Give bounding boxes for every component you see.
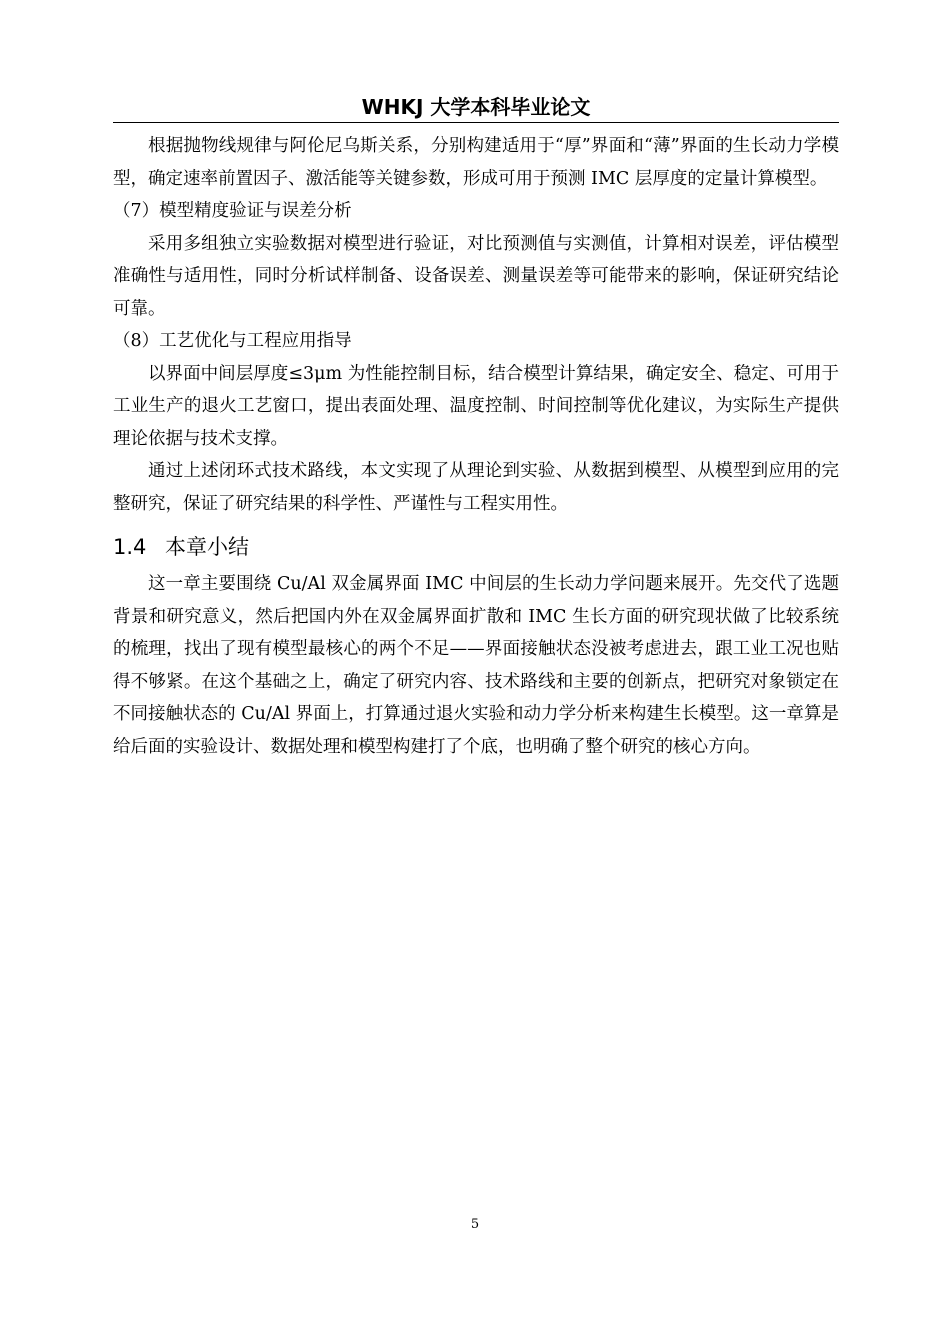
body-paragraph-model-validation: 采用多组独立实验数据对模型进行验证，对比预测值与实测值，计算相对误差，评估模型准确性与适用性，同时分析试样制备、设备误差、测量误差等可能带来的影响，保证研究结论可靠。: [113, 233, 839, 319]
body-paragraph-process-optimization: 以界面中间层厚度≤3μm 为性能控制目标，结合模型计算结果，确定安全、稳定、可用于工业生产的退火工艺窗口，提出表面处理、温度控制、时间控制等优化建议，为实际生产提供理论依据与技术支撑。: [113, 363, 839, 449]
body-paragraph-technical-route: 通过上述闭环式技术路线，本文实现了从理论到实验、从数据到模型、从模型到应用的完整研究，保证了研究结果的科学性、严谨性与工程实用性。: [113, 461, 839, 514]
page-body: [113, 130, 839, 763]
body-paragraph-model-construction: 根据抛物线规律与阿伦尼乌斯关系，分别构建适用于“厚”界面和“薄”界面的生长动力学模型，确定速率前置因子、激活能等关键参数，形成可用于预测 IMC 层厚度的定量计算模型。: [113, 136, 839, 189]
page-header: WHKJ 大学本科毕业论文: [361, 95, 591, 119]
section-number: 1.4: [113, 535, 147, 559]
item-heading-7: （7）模型精度验证与误差分析: [113, 201, 352, 221]
item-heading-8: （8）工艺优化与工程应用指导: [113, 331, 352, 351]
section-heading: [113, 532, 839, 562]
chapter-summary-paragraph: 这一章主要围绕 Cu/Al 双金属界面 IMC 中间层的生长动力学问题来展开。先交代了选题背景和研究意义，然后把国内外在双金属界面扩散和 IMC 生长方面的研究现状做了比较系统的梳理，找出了现有模型最核心的两个不足——界面接触状态没被考虑进去，跟工业工况也贴得不够紧。在这个基础之上，确定了研究内容、技术路线和主要的创新点，把研究对象锁定在不同接触状态的 Cu/Al 界面上，打算通过退火实验和动力学分析来构建生长模型。这一章算是给后面的实验设计、数据处理和模型构建打了个底，也明确了整个研究的核心方向。: [113, 574, 839, 757]
section-title: 本章小结: [165, 535, 249, 559]
header-divider: [113, 122, 839, 123]
page-number: 5: [470, 1217, 480, 1232]
